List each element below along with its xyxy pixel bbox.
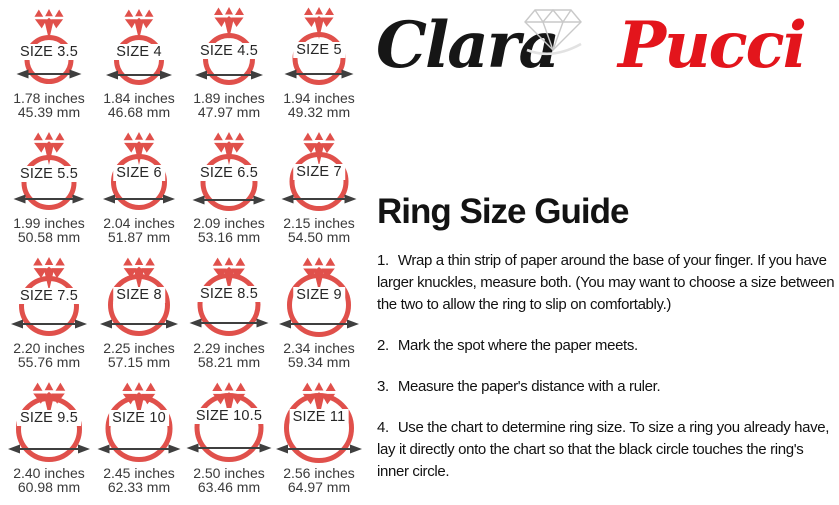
ring-measurements [4, 341, 94, 369]
instruction-item [377, 376, 835, 398]
ring-diameter-mm: 46.68 mm [107, 104, 171, 120]
diamond-gem-icon [302, 131, 336, 168]
instruction-text: Mark the spot where the paper meets. [397, 337, 638, 354]
diamond-gem-icon [34, 8, 65, 42]
ring-size-cell [274, 255, 364, 380]
ring-size-cell [4, 130, 94, 255]
ring-diameter-mm: 64.97 mm [287, 479, 351, 495]
diameter-arrow-icon [187, 442, 272, 454]
ring-diameter-mm: 51.87 mm [107, 229, 171, 245]
instruction-text: Wrap a thin strip of paper around the base of your finger. If you have larger knuckles, measure both. (You may want to choose a size between the two to allow the ring to slip on comfortably.) [377, 252, 835, 313]
ring-size-label: SIZE 11 [290, 409, 349, 425]
ring-size-label: SIZE 3.5 [17, 44, 81, 60]
instruction-number: 4. [377, 419, 389, 436]
ring-diameter-mm: 49.32 mm [287, 104, 351, 120]
ring-diameter-inches: 2.50 inches [193, 465, 265, 481]
ring-size-label: SIZE 7.5 [17, 288, 81, 304]
ring-diameter-inches: 2.29 inches [193, 340, 265, 356]
diameter-arrow-icon [103, 193, 175, 205]
ring-diameter-mm: 58.21 mm [197, 354, 261, 370]
ring-measurements [184, 466, 274, 494]
ring-size-label: SIZE 10 [109, 410, 169, 426]
ring-size-cell [184, 255, 274, 380]
ring-size-label: SIZE 6.5 [197, 165, 261, 181]
ring-diameter-mm: 62.33 mm [107, 479, 171, 495]
ring-measurements [184, 91, 274, 119]
ring-size-label: SIZE 9 [293, 287, 345, 303]
ring-size-cell [274, 380, 364, 505]
ring-size-label: SIZE 6 [113, 165, 165, 181]
instructions-list [377, 250, 835, 502]
diameter-arrow-icon [11, 318, 87, 330]
ring-diameter-mm: 54.50 mm [287, 229, 351, 245]
ring-size-label: SIZE 8.5 [197, 286, 261, 302]
diameter-arrow-icon [106, 69, 172, 81]
ring-diameter-inches: 2.56 inches [283, 465, 355, 481]
ring-measurements [274, 341, 364, 369]
ring-measurements [4, 91, 94, 119]
ring-diameter-mm: 59.34 mm [287, 354, 351, 370]
ring-measurements [4, 216, 94, 244]
ring-size-cell [94, 255, 184, 380]
ring-diameter-inches: 2.25 inches [103, 340, 175, 356]
ring-diameter-mm: 50.58 mm [17, 229, 81, 245]
diameter-arrow-icon [282, 193, 357, 205]
diameter-arrow-icon [193, 194, 266, 206]
ring-size-cell [274, 5, 364, 130]
ring-size-label: SIZE 5.5 [17, 166, 81, 182]
ring-measurements [274, 91, 364, 119]
ring-measurements [184, 216, 274, 244]
ring-diameter-inches: 2.04 inches [103, 215, 175, 231]
ring-diameter-mm: 45.39 mm [17, 104, 81, 120]
ring-diameter-inches: 2.15 inches [283, 215, 355, 231]
ring-size-label: SIZE 4 [113, 44, 165, 60]
ring-size-label: SIZE 7 [293, 164, 345, 180]
ring-diameter-mm: 53.16 mm [197, 229, 261, 245]
ring-size-cell [184, 380, 274, 505]
ring-size-cell [4, 255, 94, 380]
instruction-text: Use the chart to determine ring size. To size a ring you already have, lay it directly onto the chart so that the black circle touches the ring's inner circle. [377, 419, 830, 480]
ring-size-label: SIZE 5 [293, 42, 345, 58]
ring-measurements [184, 341, 274, 369]
ring-size-cell [4, 5, 94, 130]
ring-diameter-inches: 2.45 inches [103, 465, 175, 481]
diameter-arrow-icon [285, 68, 354, 80]
ring-measurements [94, 91, 184, 119]
ring-size-cell [94, 130, 184, 255]
instruction-item [377, 417, 835, 483]
ring-size-label: SIZE 8 [113, 287, 165, 303]
ring-size-label: SIZE 9.5 [17, 410, 81, 426]
brand-word-clara: Clara [376, 8, 558, 83]
diameter-arrow-icon [195, 69, 263, 81]
ring-size-cell [4, 380, 94, 505]
ring-size-cell [274, 130, 364, 255]
diameter-arrow-icon [98, 443, 181, 455]
brand-word-pucci: Pucci [618, 8, 805, 83]
ring-diameter-mm: 57.15 mm [107, 354, 171, 370]
ring-size-cell [184, 5, 274, 130]
ring-diameter-mm: 60.98 mm [17, 479, 81, 495]
diamond-gem-icon [33, 131, 66, 167]
ring-size-cell [184, 130, 274, 255]
ring-diameter-inches: 2.40 inches [13, 465, 85, 481]
ring-diameter-inches: 2.09 inches [193, 215, 265, 231]
diamond-gem-icon [303, 6, 335, 41]
ring-size-cell [94, 5, 184, 130]
ring-size-cell [94, 380, 184, 505]
diamond-outline-icon [522, 6, 584, 60]
ring-measurements [274, 216, 364, 244]
brand-logo [376, 6, 828, 102]
instruction-number: 3. [377, 378, 389, 395]
instruction-item [377, 250, 835, 316]
diameter-arrow-icon [276, 443, 362, 455]
ring-size-label: SIZE 10.5 [193, 408, 265, 424]
diameter-arrow-icon [17, 68, 82, 80]
ring-diameter-mm: 47.97 mm [197, 104, 261, 120]
page-title: Ring Size Guide [377, 192, 629, 231]
ring-diameter-inches: 1.84 inches [103, 90, 175, 106]
ring-diameter-inches: 1.94 inches [283, 90, 355, 106]
ring-measurements [94, 466, 184, 494]
diameter-arrow-icon [100, 318, 178, 330]
ring-diameter-inches: 2.20 inches [13, 340, 85, 356]
instruction-text: Measure the paper's distance with a ruler. [397, 378, 661, 395]
diamond-gem-icon [213, 6, 245, 41]
ring-diameter-mm: 55.76 mm [17, 354, 81, 370]
ring-diameter-inches: 1.99 inches [13, 215, 85, 231]
ring-size-label: SIZE 4.5 [197, 43, 261, 59]
ring-diameter-inches: 1.78 inches [13, 90, 85, 106]
ring-diameter-inches: 2.34 inches [283, 340, 355, 356]
ring-diameter-mm: 63.46 mm [197, 479, 261, 495]
diameter-arrow-icon [8, 443, 90, 455]
diamond-gem-icon [124, 8, 155, 42]
instruction-item [377, 335, 835, 357]
ring-measurements [4, 466, 94, 494]
diamond-gem-icon [123, 131, 156, 167]
diameter-arrow-icon [279, 318, 359, 330]
ring-diameter-inches: 1.89 inches [193, 90, 265, 106]
ring-size-chart [4, 5, 366, 505]
diameter-arrow-icon [190, 317, 269, 329]
ring-measurements [274, 466, 364, 494]
diamond-gem-icon [213, 131, 246, 167]
ring-measurements [94, 341, 184, 369]
diameter-arrow-icon [14, 193, 85, 205]
instruction-number: 1. [377, 252, 389, 269]
instruction-number: 2. [377, 337, 389, 354]
ring-measurements [94, 216, 184, 244]
